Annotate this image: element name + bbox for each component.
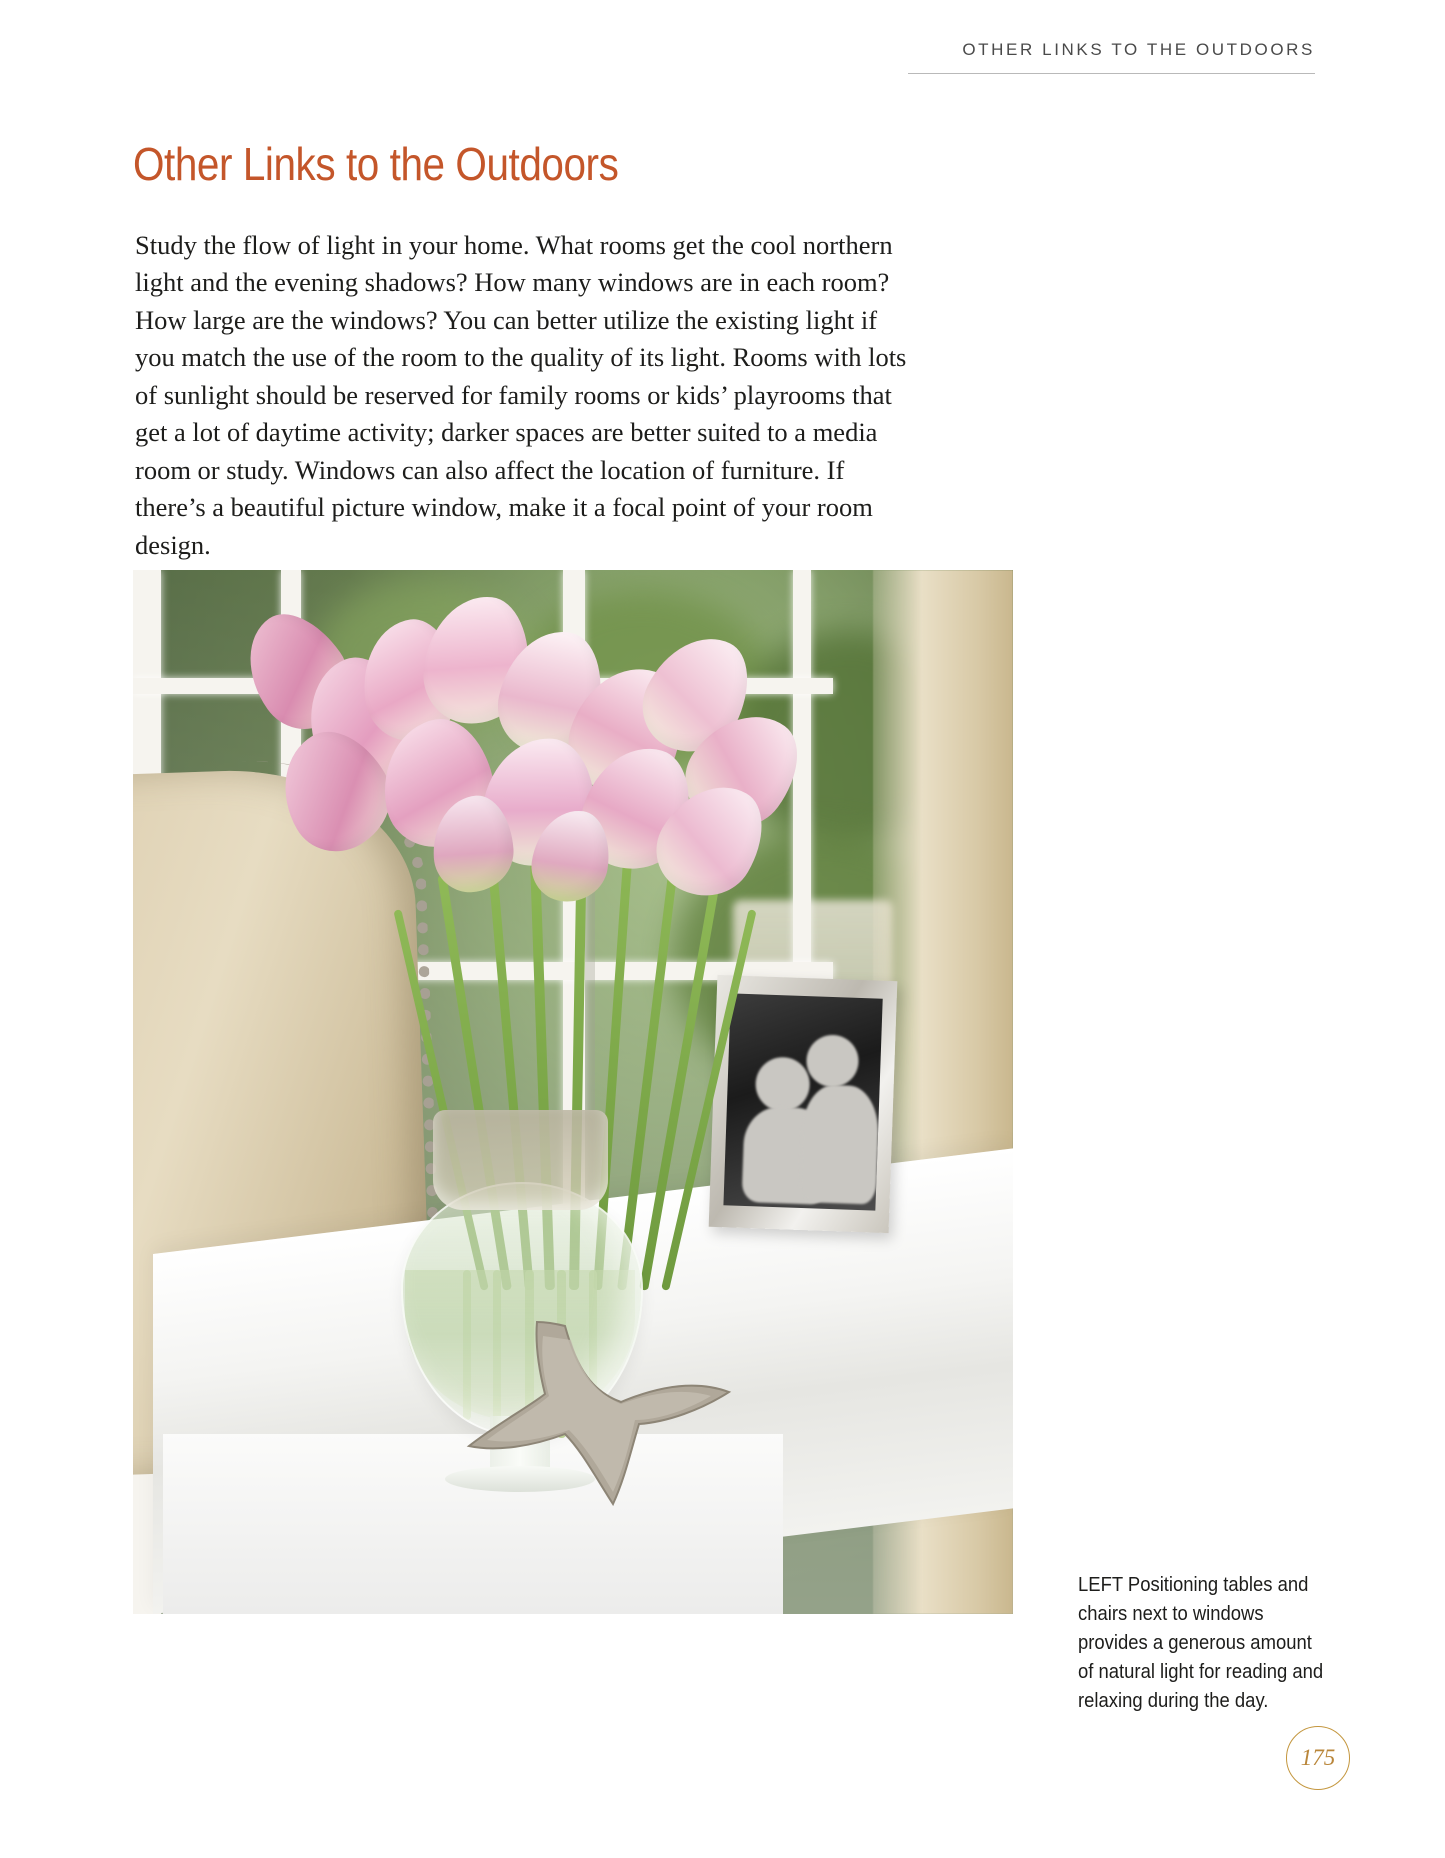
figure-caption: LEFT Positioning tables and chairs next to windows provides a generous amount of natural light for reading and relaxing during the day. [1078,1573,1324,1712]
silver-picture-frame [709,975,898,1233]
running-head-rule [908,73,1315,74]
vase-silver-collar [433,1110,608,1210]
body-paragraph: Study the flow of light in your home. What rooms get the cool northern light and the evening shadows? How many windows are in each room? How large are the windows? You can better utilize the existing light if you match the use of the room to the quality of its light. Rooms with lots of sunlight should be reserved for family rooms or kids’ playrooms that get a lot of daytime activity; darker spaces are better suited to a media room or study. Windows can also affect the location of furniture. If there’s a beautiful picture window, make it a focal point of your room design. [135,229,907,560]
framed-photo [723,993,882,1210]
starfish-icon [453,1300,743,1520]
child-body [800,1084,880,1205]
running-head: OTHER LINKS TO THE OUTDOORS [962,40,1315,59]
child-figure [806,1034,860,1088]
page-title: Other Links to the Outdoors [133,137,619,190]
photo-illustration [133,570,1013,1614]
child-figure [755,1056,811,1112]
page-number: 175 [1286,1726,1350,1790]
photo-inner [133,570,1013,1614]
